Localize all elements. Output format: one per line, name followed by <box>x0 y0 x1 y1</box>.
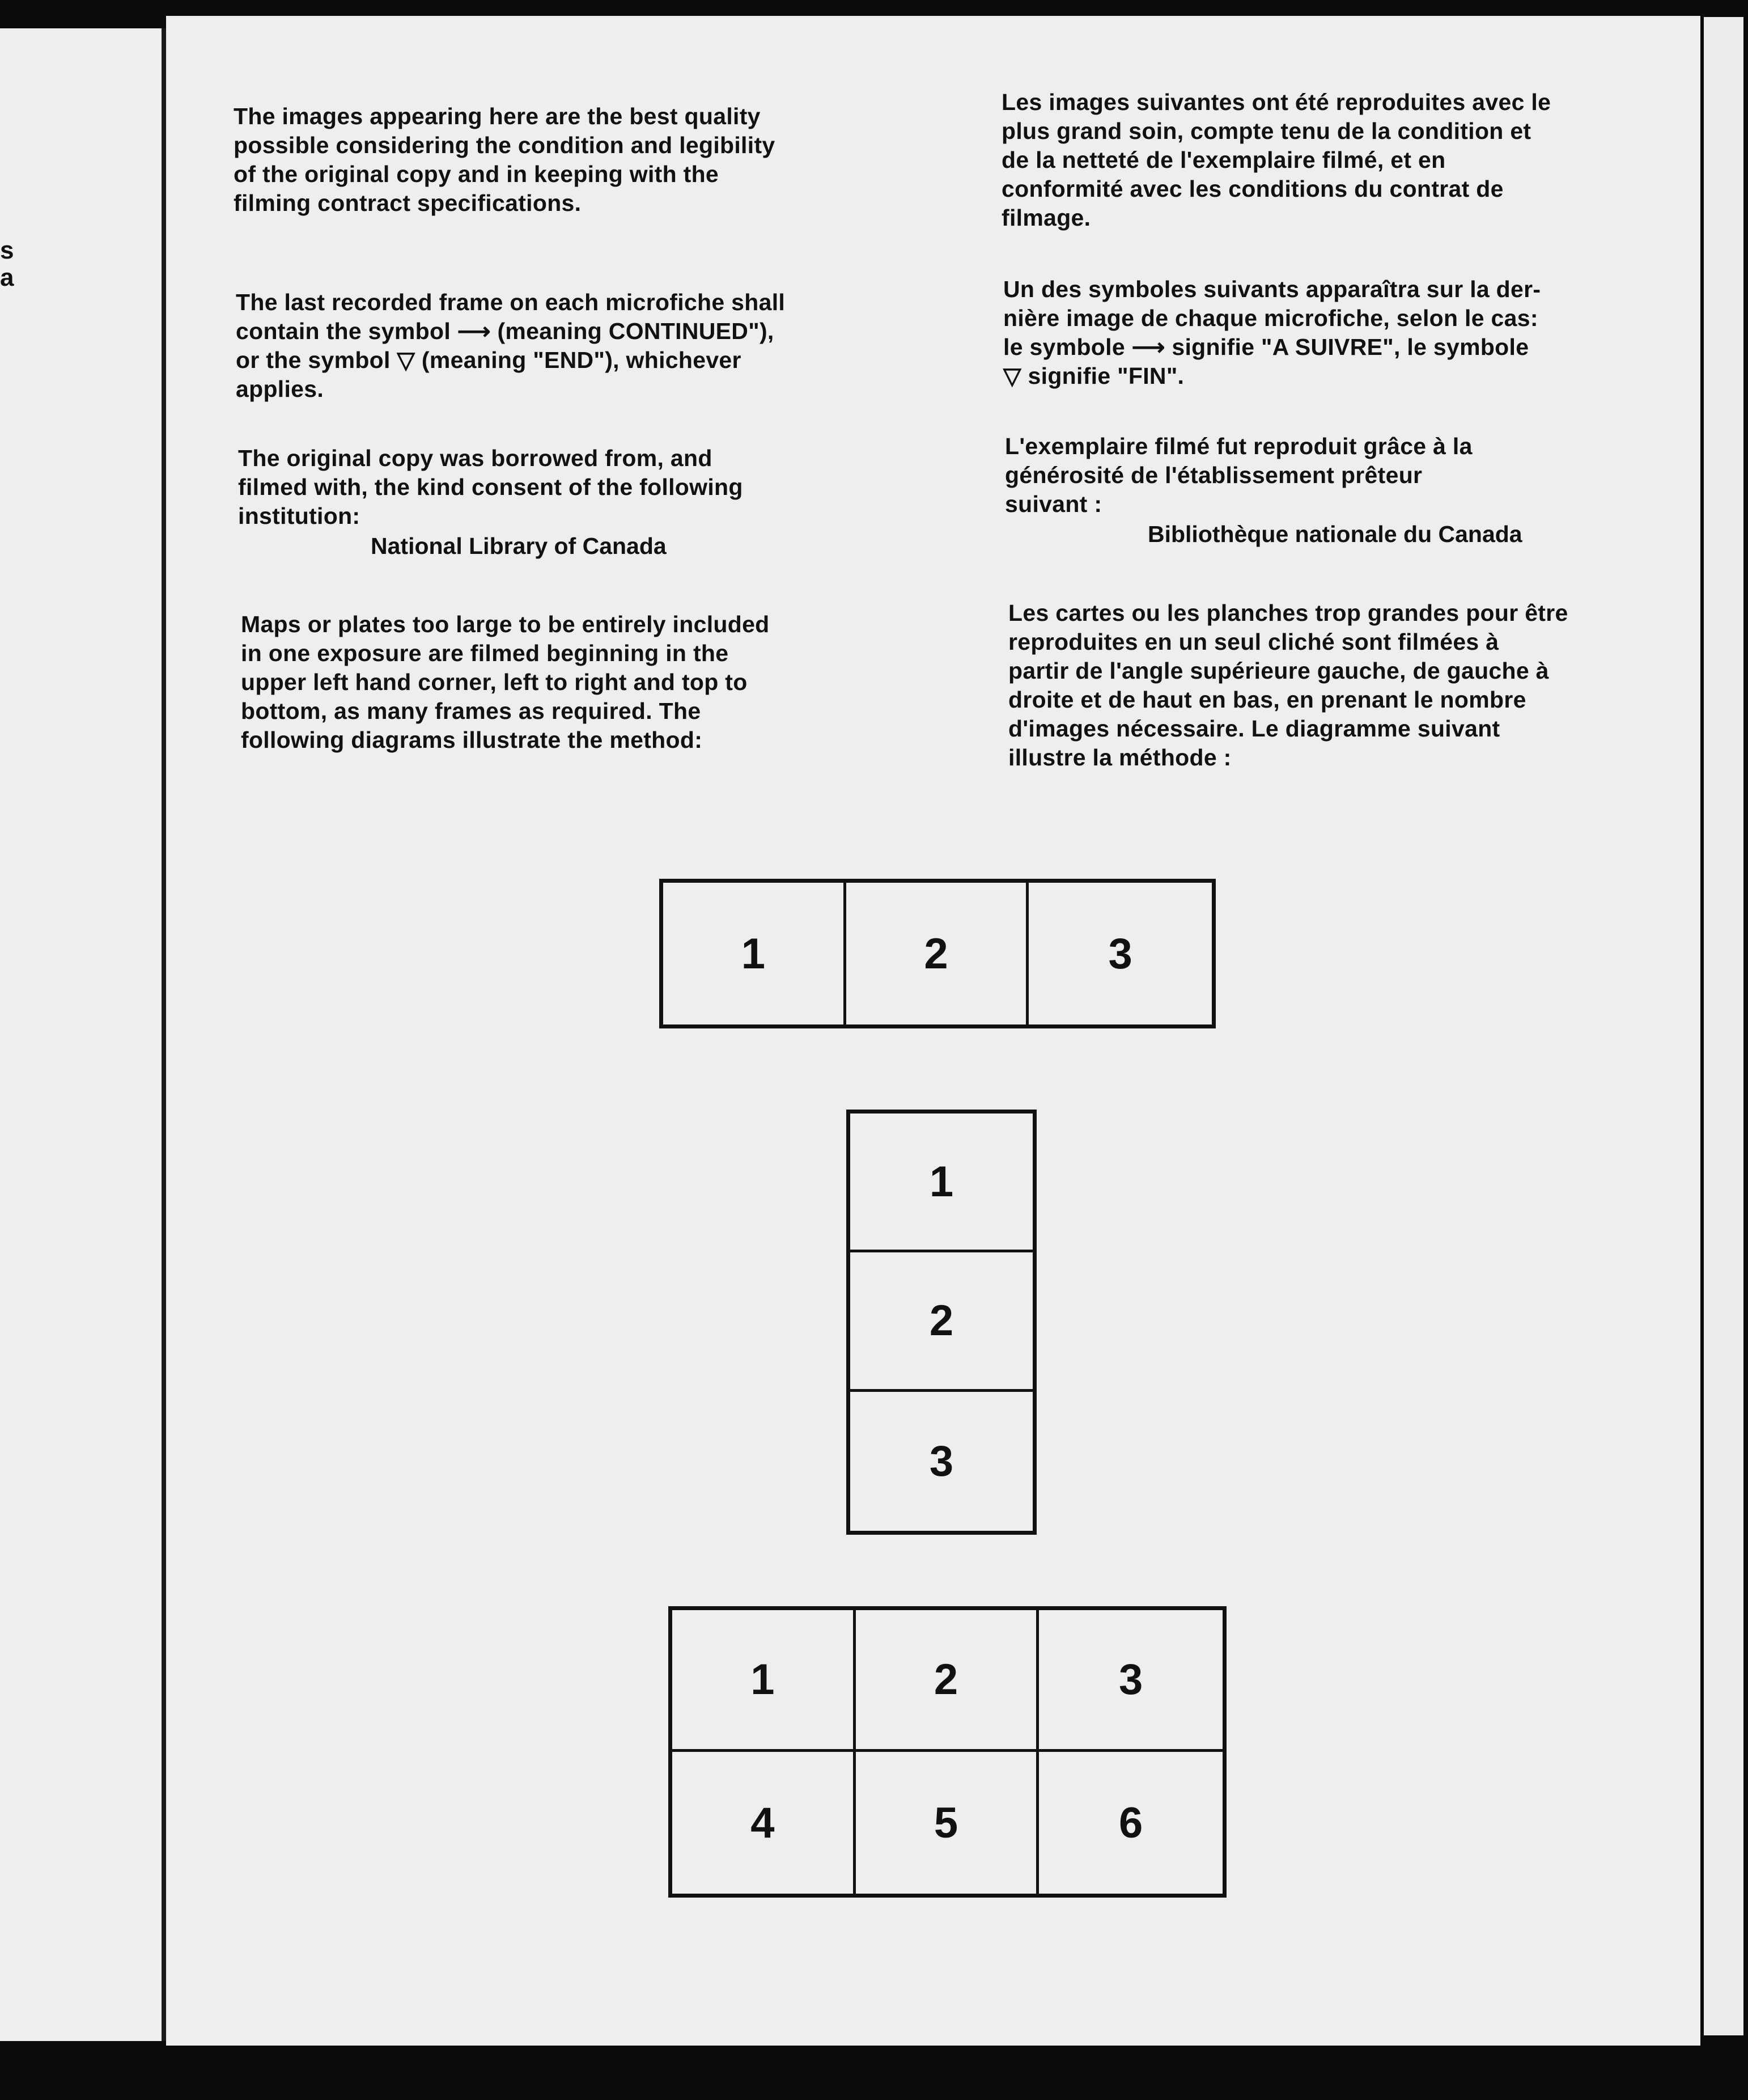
diagram-vertical-strip <box>846 1110 1037 1535</box>
frame-cell: 2 <box>850 1252 1033 1391</box>
french-quality-paragraph: Les images suivantes ont été reproduites avec le plus grand soin, compte tenu de la condition et de la netteté de l'exemplaire filmé, et en conformité avec les conditions du contrat de filmage. <box>1002 89 1551 231</box>
french-maps-paragraph: Les cartes ou les planches trop grandes pour être reproduites en un seul cliché sont filmées à partir de l'angle supérieure gauche, de gauche à droite et de haut en bas, en prenant le nombre d'images nécessaire. Le diagramme suivant illustre la méthode : <box>1008 600 1568 770</box>
diagram-horizontal-strip <box>659 879 1216 1028</box>
english-institution-name: National Library of Canada <box>371 533 667 559</box>
french-symbols-paragraph: Un des symboles suivants apparaîtra sur la der- nière image de chaque microfiche, selon le cas: le symbole ⟶ signifie "A SUIVRE", le symbole ▽ signifie "FIN". <box>1003 276 1541 389</box>
english-quality-paragraph: The images appearing here are the best quality possible considering the condition and legibility of the original copy and in keeping with the filming contract specifications. <box>234 103 775 216</box>
english-maps-paragraph: Maps or plates too large to be entirely included in one exposure are filmed beginning in the upper left hand corner, left to right and top to bottom, as many frames as required. The following diagrams illustrate the method: <box>241 611 770 753</box>
left-page-edge <box>0 28 166 2041</box>
frame-cell: 1 <box>663 883 846 1024</box>
edge-letter: a <box>0 264 14 291</box>
frame-cell: 5 <box>856 1752 1040 1894</box>
french-institution-name: Bibliothèque nationale du Canada <box>1148 521 1522 547</box>
english-symbols-paragraph: The last recorded frame on each microfiche shall contain the symbol ⟶ (meaning CONTINUED"), or the symbol ▽ (meaning "END"), whichever applies. <box>236 289 786 402</box>
frame-cell: 4 <box>672 1752 856 1894</box>
edge-letter: s <box>0 236 14 264</box>
frame-cell: 1 <box>672 1610 856 1752</box>
frame-cell: 3 <box>929 1437 954 1485</box>
frame-cell: 2 <box>846 883 1029 1024</box>
frame-cell: 3 <box>1039 1610 1223 1752</box>
french-original-copy-paragraph: L'exemplaire filmé fut reproduit grâce à la générosité de l'établissement prêteur suivant : <box>1005 433 1473 517</box>
frame-cell: 1 <box>850 1113 1033 1252</box>
english-original-copy-paragraph: The original copy was borrowed from, and filmed with, the kind consent of the following institution: <box>238 445 743 529</box>
frame-cell: 6 <box>1119 1798 1143 1847</box>
frame-cell: 3 <box>1108 929 1132 978</box>
frame-cell: 2 <box>856 1610 1040 1752</box>
diagram-grid-2x3 <box>668 1606 1227 1898</box>
right-page-edge <box>1704 17 1743 2035</box>
